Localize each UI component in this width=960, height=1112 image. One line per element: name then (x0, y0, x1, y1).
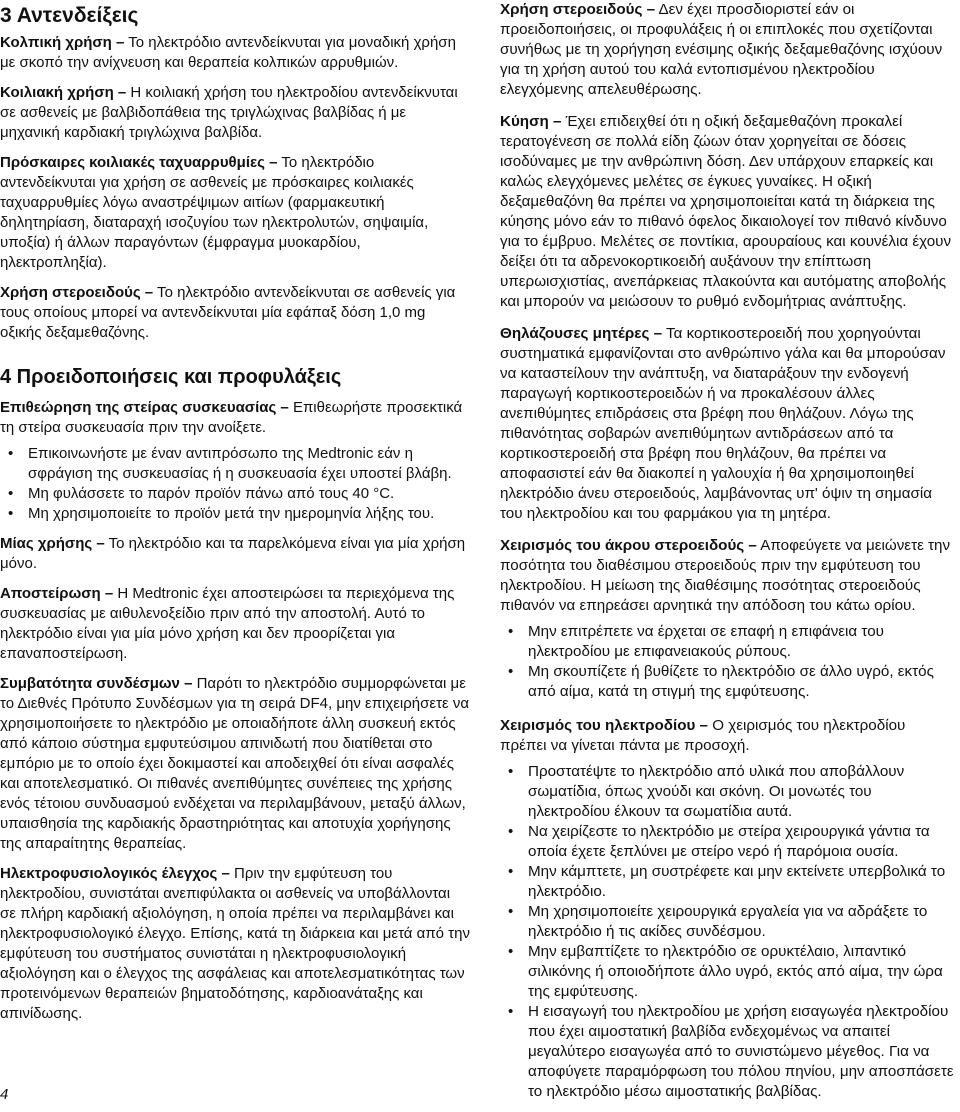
body: Δεν έχει προσδιοριστεί εάν οι προειδοποιήσεις, οι προφυλάξεις ή οι επιπλοκές που σχετίζονται συνήθως με τη χορήγηση ενέσιμης οξικής δεξαμεθαζόνης ισχύουν για τη χρήση αυτού του καλά εντοπισμένου ηλεκτροδίου ελεγχόμενης απελευθέρωσης. (500, 1, 943, 98)
bullet-icon: • (8, 505, 14, 523)
handling-bullet-list (500, 762, 956, 1102)
body: Παρότι το ηλεκτρόδιο συμμορφώνεται με το Διεθνές Πρότυπο Συνδέσμων για τη σειρά DF4, μην επιχειρήσετε να χρησιμοποιήσετε το ηλεκτρόδιο με οποιαδήποτε άλλη συσκευή εκτός από κάποιο σύστημα εμφυτεύσιμου απινιδωτή που διατίθεται στο εμπόριο με το οποίο έχει δοκιμαστεί και αποδειχθεί ότι είναι ασφαλές και αποτελεσματικό. Οι πιθανές ανεπιθύμητες συνέπειες της χρήσης ενός τέτοιου συνδυασμού ενδέχεται να περιλαμβάνουν, μεταξύ άλλων, υπαισθησία της καρδιακής δραστηριότητας και αποτυχία χορήγησης της απαραίτητης θεραπείας. (0, 675, 470, 853)
tip-bullet-list (500, 622, 956, 702)
body: Η Medtronic έχει αποστειρώσει τα περιεχόμενα της συσκευασίας με αιθυλενοξείδιο πριν από την αποστολή. Αυτό το ηλεκτρόδιο είναι για μία μόνο χρήση και δεν προορίζεται για επαναποστείρωση. (0, 585, 455, 663)
lead: Χρήση στεροειδούς – (500, 1, 656, 18)
lead: Χειρισμός του ηλεκτροδίου – (500, 717, 709, 734)
bullet-icon: • (508, 823, 514, 840)
item-text: Επικοινωνήστε με έναν αντιπρόσωπο της Medtronic εάν η σφράγιση της συσκευασίας ή η συσκευασία έχει υποστεί βλάβη. (28, 445, 452, 483)
body: Το ηλεκτρόδιο αντενδείκνυται σε ασθενείς για τους οποίους μπορεί να αντενδείκνυται μία εφάπαξ δόση 1,0 mg οξικής δεξαμεθαζόνης. (0, 284, 456, 342)
lead: Κολπική χρήση – (0, 34, 125, 52)
connector-compatibility (0, 674, 470, 854)
item-text: Μη σκουπίζετε ή βυθίζετε το ηλεκτρόδιο σε άλλο υγρό, εκτός από αίμα, κατά τη στιγμή της εμφύτευσης. (528, 663, 934, 700)
contra-ventricular (0, 83, 470, 143)
body: Η κοιλιακή χρήση του ηλεκτροδίου αντενδείκνυται σε ασθενείς με βαλβιδοπάθεια της τριγλώχινας βαλβίδας ή με μηχανική καρδιακή τριγλώχινα βαλβίδα. (0, 84, 458, 142)
item-text: Μην κάμπτετε, μη συστρέφετε και μην εκτείνετε υπερβολικά το ηλεκτρόδιο. (528, 863, 946, 900)
list-item (0, 504, 470, 524)
item-text: Να χειρίζεστε το ηλεκτρόδιο με στείρα χειρουργικά γάντια τα οποία έχετε ξεπλύνει με στείρο νερό ή παρόμοια ουσία. (528, 823, 930, 860)
contra-steroid (0, 283, 470, 343)
body: Το ηλεκτρόδιο αντενδείκνυται για χρήση σε ασθενείς με πρόσκαιρες κοιλιακές ταχυαρρυθμίες λόγω αναστρέψιμων αιτίων (φαρμακευτική δηλητηρίαση, διαταραχή ισοζυγίου των ηλεκτρολυτών, σηψαιμία, υποξία) ή άλλων παραγόντων (έμφραγμα μυοκαρδίου, ηλεκτροπληξία). (0, 154, 429, 272)
nursing-mothers (500, 324, 956, 524)
resterilization (0, 584, 470, 664)
list-item (500, 662, 956, 702)
list-item (500, 762, 956, 822)
lead: Πρόσκαιρες κοιλιακές ταχυαρρυθμίες – (0, 154, 278, 172)
package-bullet-list (0, 444, 470, 524)
steroid-tip-handling (500, 536, 956, 616)
list-item (500, 942, 956, 1002)
item-text: Μην εμβαπτίζετε το ηλεκτρόδιο σε ορυκτέλαιο, λιπαντικό σιλικόνης ή οποιοδήποτε άλλο υγρό, εκτός από αίμα, την ώρα της εμφύτευσης. (528, 943, 943, 1000)
bullet-icon: • (508, 663, 514, 680)
lead: Χρήση στεροειδούς – (0, 284, 154, 302)
lead-handling (500, 716, 956, 756)
list-item (500, 822, 956, 862)
body: Αποφεύγετε να μειώνετε την ποσότητα του διαθέσιμου στεροειδούς πριν την εμφύτευση του ηλεκτροδίου. Η μείωση της διαθέσιμης ποσότητας στεροειδούς πιθανόν να επηρεάσει αρνητικά την απόδοση του κάτω ορίου. (500, 537, 951, 614)
bullet-icon: • (8, 445, 14, 463)
lead: Επιθεώρηση της στείρας συσκευασίας – (0, 399, 289, 417)
list-item (0, 484, 470, 504)
bullet-icon: • (508, 943, 514, 960)
lead: Αποστείρωση – (0, 585, 114, 603)
list-item (0, 444, 470, 484)
list-item (500, 622, 956, 662)
item-text: Μην επιτρέπετε να έρχεται σε επαφή η επιφάνεια του ηλεκτροδίου με επιφανειακούς ρύπους. (528, 623, 884, 660)
steroid-use-warning (500, 0, 956, 100)
bullet-icon: • (508, 863, 514, 880)
package-inspection (0, 398, 470, 438)
body: Έχει επιδειχθεί ότι η οξική δεξαμεθαζόνη προκαλεί τερατογένεση σε πολλά είδη ζώων όταν χορηγείται σε δόσεις ισοδύναμες με την ανθρώπινη δόση. Δεν υπάρχουν επαρκείς και καλώς ελεγχόμενες μελέτες σε έγκυες γυναίκες. Η οξική δεξαμεθαζόνη θα πρέπει να χρησιμοποιείται κατά τη διάρκεια της κύησης μόνο εάν το πιθανό όφελος δικαιολογεί τον πιθανό κίνδυνο για το έμβρυο. Μελέτες σε ποντίκια, αρουραίους και κουνέλια έχουν δείξει ότι τα αδρενοκορτικοειδή αυξάνουν την επίπτωση υπερωισχιστίας, ανεπάρκειας πλακούντα και αυτόματης αποβολής και μπορούν να μειώσουν το ρυθμό ενδομήτριας ανάπτυξης. (500, 113, 952, 310)
bullet-icon: • (508, 903, 514, 920)
body: Πριν την εμφύτευση του ηλεκτροδίου, συνιστάται ανεπιφύλακτα οι ασθενείς να υποβάλλονται σε πλήρη καρδιακή αξιολόγηση, η οποία πρέπει να περιλαμβάνει και ηλεκτροφυσιολογικό έλεγχο. Επίσης, κατά τη διάρκεια και μετά από την εμφύτευση του συστήματος συνιστάται η ηλεκτροφυσιολογική αξιολόγηση και ο έλεγχος της ασφάλειας και αποτελεσματικότητας των προτεινόμενων θεραπειών βηματοδότησης, καρδιοανάταξης και απινίδωσης. (0, 865, 470, 1023)
right-column (500, 0, 956, 1112)
lead: Κύηση – (500, 113, 562, 130)
item-text: Μη χρησιμοποιείτε το προϊόν μετά την ημερομηνία λήξης του. (28, 505, 435, 523)
body: Τα κορτικοστεροειδή που χορηγούνται συστηματικά εμφανίζονται στο ανθρώπινο γάλα και θα μπορούσαν να καταστείλουν την ανάπτυξη, να διαταράξουν την ενδογενή παραγωγή κορτικοστεροειδών ή να προκαλέσουν άλλες ανεπιθύμητες επιδράσεις στα βρέφη που θηλάζουν. Λόγω της πιθανότητας σοβαρών ανεπιθύμητων αντιδράσεων από τα κορτικοστεροειδή στα βρέφη που θηλάζουν, θα πρέπει να αποφασιστεί εάν θα διακοπεί η γαλουχία ή θα χρησιμοποιηθεί ηλεκτρόδιο άνευ στεροειδούς, λαμβάνοντας υπ' όψιν τη σημασία του ηλεκτροδίου και του φαρμάκου για τη μητέρα. (500, 325, 946, 522)
single-use (0, 534, 470, 574)
pregnancy (500, 112, 956, 312)
contra-atrial (0, 33, 470, 73)
body: Το ηλεκτρόδιο και τα παρελκόμενα είναι για μία χρήση μόνο. (0, 535, 466, 573)
bullet-icon: • (508, 763, 514, 780)
lead: Θηλάζουσες μητέρες – (500, 325, 663, 342)
section-4-heading: 4 Προειδοποιήσεις και προφυλάξεις (0, 366, 342, 389)
section-3-heading: 3 Αντενδείξεις (0, 4, 139, 27)
lead: Κοιλιακή χρήση – (0, 84, 127, 102)
lead: Μίας χρήσης – (0, 535, 105, 553)
body: Το ηλεκτρόδιο αντενδείκνυται για μοναδική χρήση με σκοπό την ανίχνευση και θεραπεία κολπικών αρρυθμιών. (0, 34, 456, 72)
page-number: 4 (0, 1086, 9, 1103)
item-text: Μη χρησιμοποιείτε χειρουργικά εργαλεία για να αδράξετε το ηλεκτρόδιο ή τις ακίδες συνδέσμου. (528, 903, 928, 940)
item-text: Μη φυλάσσετε το παρόν προϊόν πάνω από τους 40 °C. (28, 485, 395, 503)
bullet-icon: • (8, 485, 14, 503)
body: Ο χειρισμός του ηλεκτροδίου πρέπει να γίνεται πάντα με προσοχή. (500, 717, 906, 754)
lead: Ηλεκτροφυσιολογικός έλεγχος – (0, 865, 230, 883)
bullet-icon: • (508, 1003, 514, 1020)
contra-transient-vt (0, 153, 470, 273)
lead: Συμβατότητα συνδέσμων – (0, 675, 193, 693)
left-column (0, 0, 470, 1034)
item-text: Η εισαγωγή του ηλεκτροδίου με χρήση εισαγωγέα ηλεκτροδίου που έχει αιμοστατική βαλβίδα ενδεχομένως να απαιτεί μεγαλύτερο εισαγωγέα από το συνιστώμενο μέγεθος. Για να αποφύγετε παραμόρφωση του πόλου πηνίου, μην αποσπάσετε το ηλεκτρόδιο μέσω αιμοστατικής βαλβίδας. (528, 1003, 954, 1100)
bullet-icon: • (508, 623, 514, 640)
body: Επιθεωρήστε προσεκτικά τη στείρα συσκευασία πριν την ανοίξετε. (0, 399, 463, 437)
item-text: Προστατέψτε το ηλεκτρόδιο από υλικά που αποβάλλουν σωματίδια, όπως χνούδι και σκόνη. Οι μονωτές του ηλεκτροδίου έλκουν τα σωματίδια αυτά. (528, 763, 905, 820)
list-item (500, 1002, 956, 1102)
list-item (500, 862, 956, 902)
electrophysiological-testing (0, 864, 470, 1024)
list-item (500, 902, 956, 942)
lead: Χειρισμός του άκρου στεροειδούς – (500, 537, 757, 554)
